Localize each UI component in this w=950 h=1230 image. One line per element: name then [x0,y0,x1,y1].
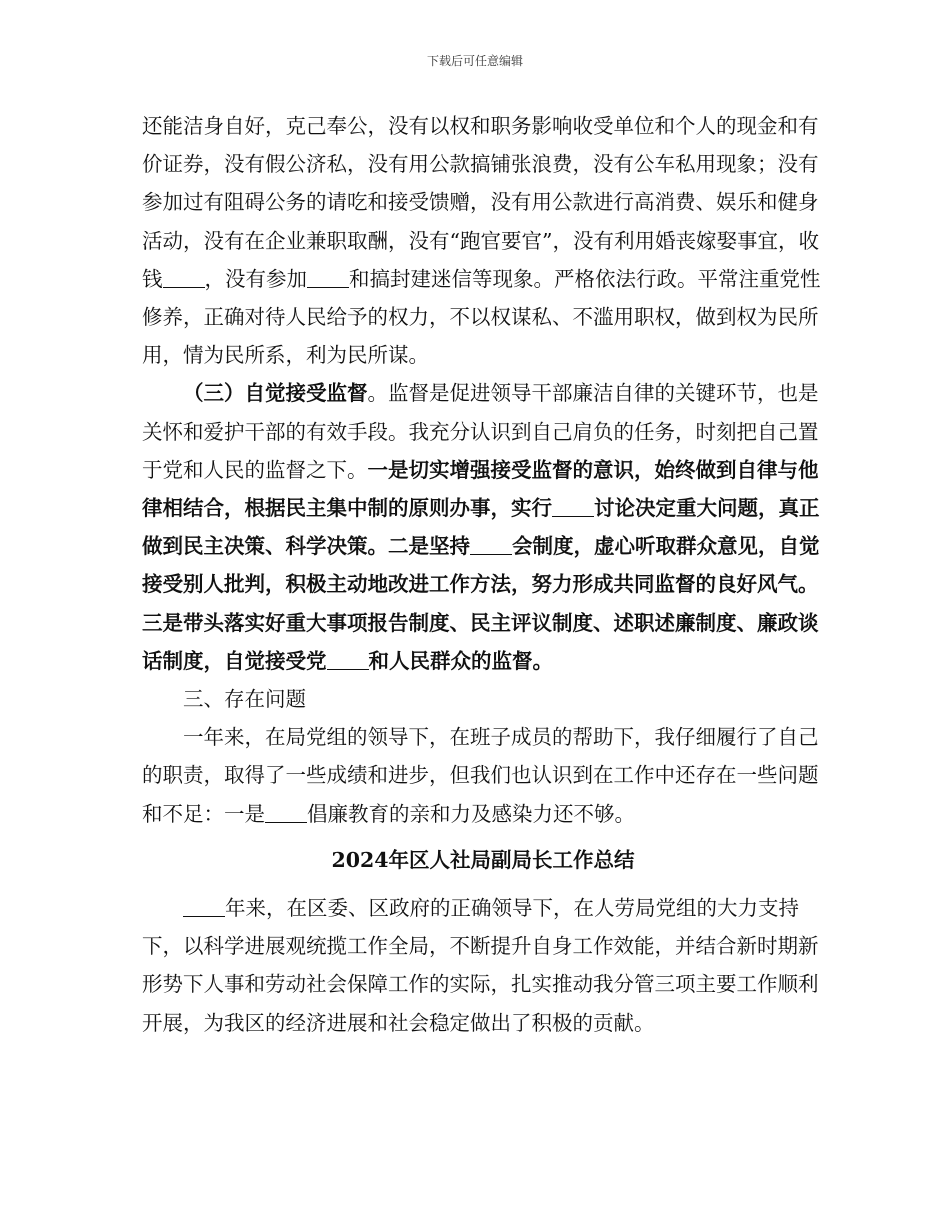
section-heading: 三、存在问题 [183,687,306,712]
blank-underline [470,534,512,556]
paragraph-text: ，没有参加 [204,266,307,291]
blank-underline [307,266,349,288]
paragraph-text: 。监督是促进领导干部廉洁自律的关键环节，也是关怀和爱护干部的有效手段。我充分认识到自己肩负的任务，时刻把自己置于党和人民的监督之下。 [142,381,819,482]
paragraph-summary [142,889,824,1042]
paragraph-text: 倡廉教育的亲和力及感染力还不够。 [307,801,635,826]
paragraph-text: 和搞封建迷信等现象。严格依法行政。平常注重党性修养，正确对待人民给予的权力，不以权谋私、不滥用职权，做到权为民所用，情为民所系，利为民所谋。 [142,266,821,368]
paragraph-supervision [142,374,824,680]
paragraph-text: 一年来，在局党组的领导下，在班子成员的帮助下，我仔细履行了自己的职责，取得了一些成绩和进步，但我们也认识到在工作中还存在一些问题和不足：一是 [142,725,819,826]
subsection-heading: （三）自觉接受监督 [183,381,368,406]
page-header: 下载后可任意编辑 [426,54,523,68]
blank-underline [327,648,369,670]
paragraph-bold-text: 会制度，虚心听取群众意见，自觉接受别人批判，积极主动地改进工作方法，努力形成共同监督的良好风气。三是带头落实好重大事项报告制度、民主评议制度、述职述廉制度、廉政谈话制度，自觉接受党 [142,534,820,673]
paragraph-text: 年来，在区委、区政府的正确领导下，在人劳局党组的大力支持下，以科学进展观统揽工作全局，不断提升自身工作效能，并结合新时期新形势下人事和劳动社会保障工作的实际，扎实推动我分管三项主要工作顺利开展，为我区的经济进展和社会稳定做出了积极的贡献。 [142,896,819,1035]
paragraph-integrity [142,107,824,374]
paragraph-text: 还能洁身自好，克己奉公，没有以权和职务影响收受单位和个人的现金和有价证券，没有假公济私，没有用公款搞铺张浪费，没有公车私用现象；没有参加过有阻碍公务的请吃和接受馈赠，没有用公款进行高消费、娱乐和健身活动，没有在企业兼职取酬，没有“跑官要官”，没有利用婚丧嫁娶事宜，收钱 [142,114,819,291]
blank-underline [265,801,307,823]
paragraph-bold-text: 和人民群众的监督。 [368,648,553,673]
blank-underline [163,266,205,288]
paragraph-bold-text: 讨论决定重大问题，真正做到民主决策、科学决策。二是坚持 [142,496,820,559]
document-body [142,107,824,1042]
document-title: 2024年区人社局副局长工作总结 [331,847,635,872]
blank-underline [183,896,225,918]
blank-underline [552,496,594,518]
paragraph-bold-text: 一是切实增强接受监督的意识，始终做到自律与他律相结合，根据民主集中制的原则办事，实行 [142,457,819,521]
paragraph-problems [142,718,824,833]
